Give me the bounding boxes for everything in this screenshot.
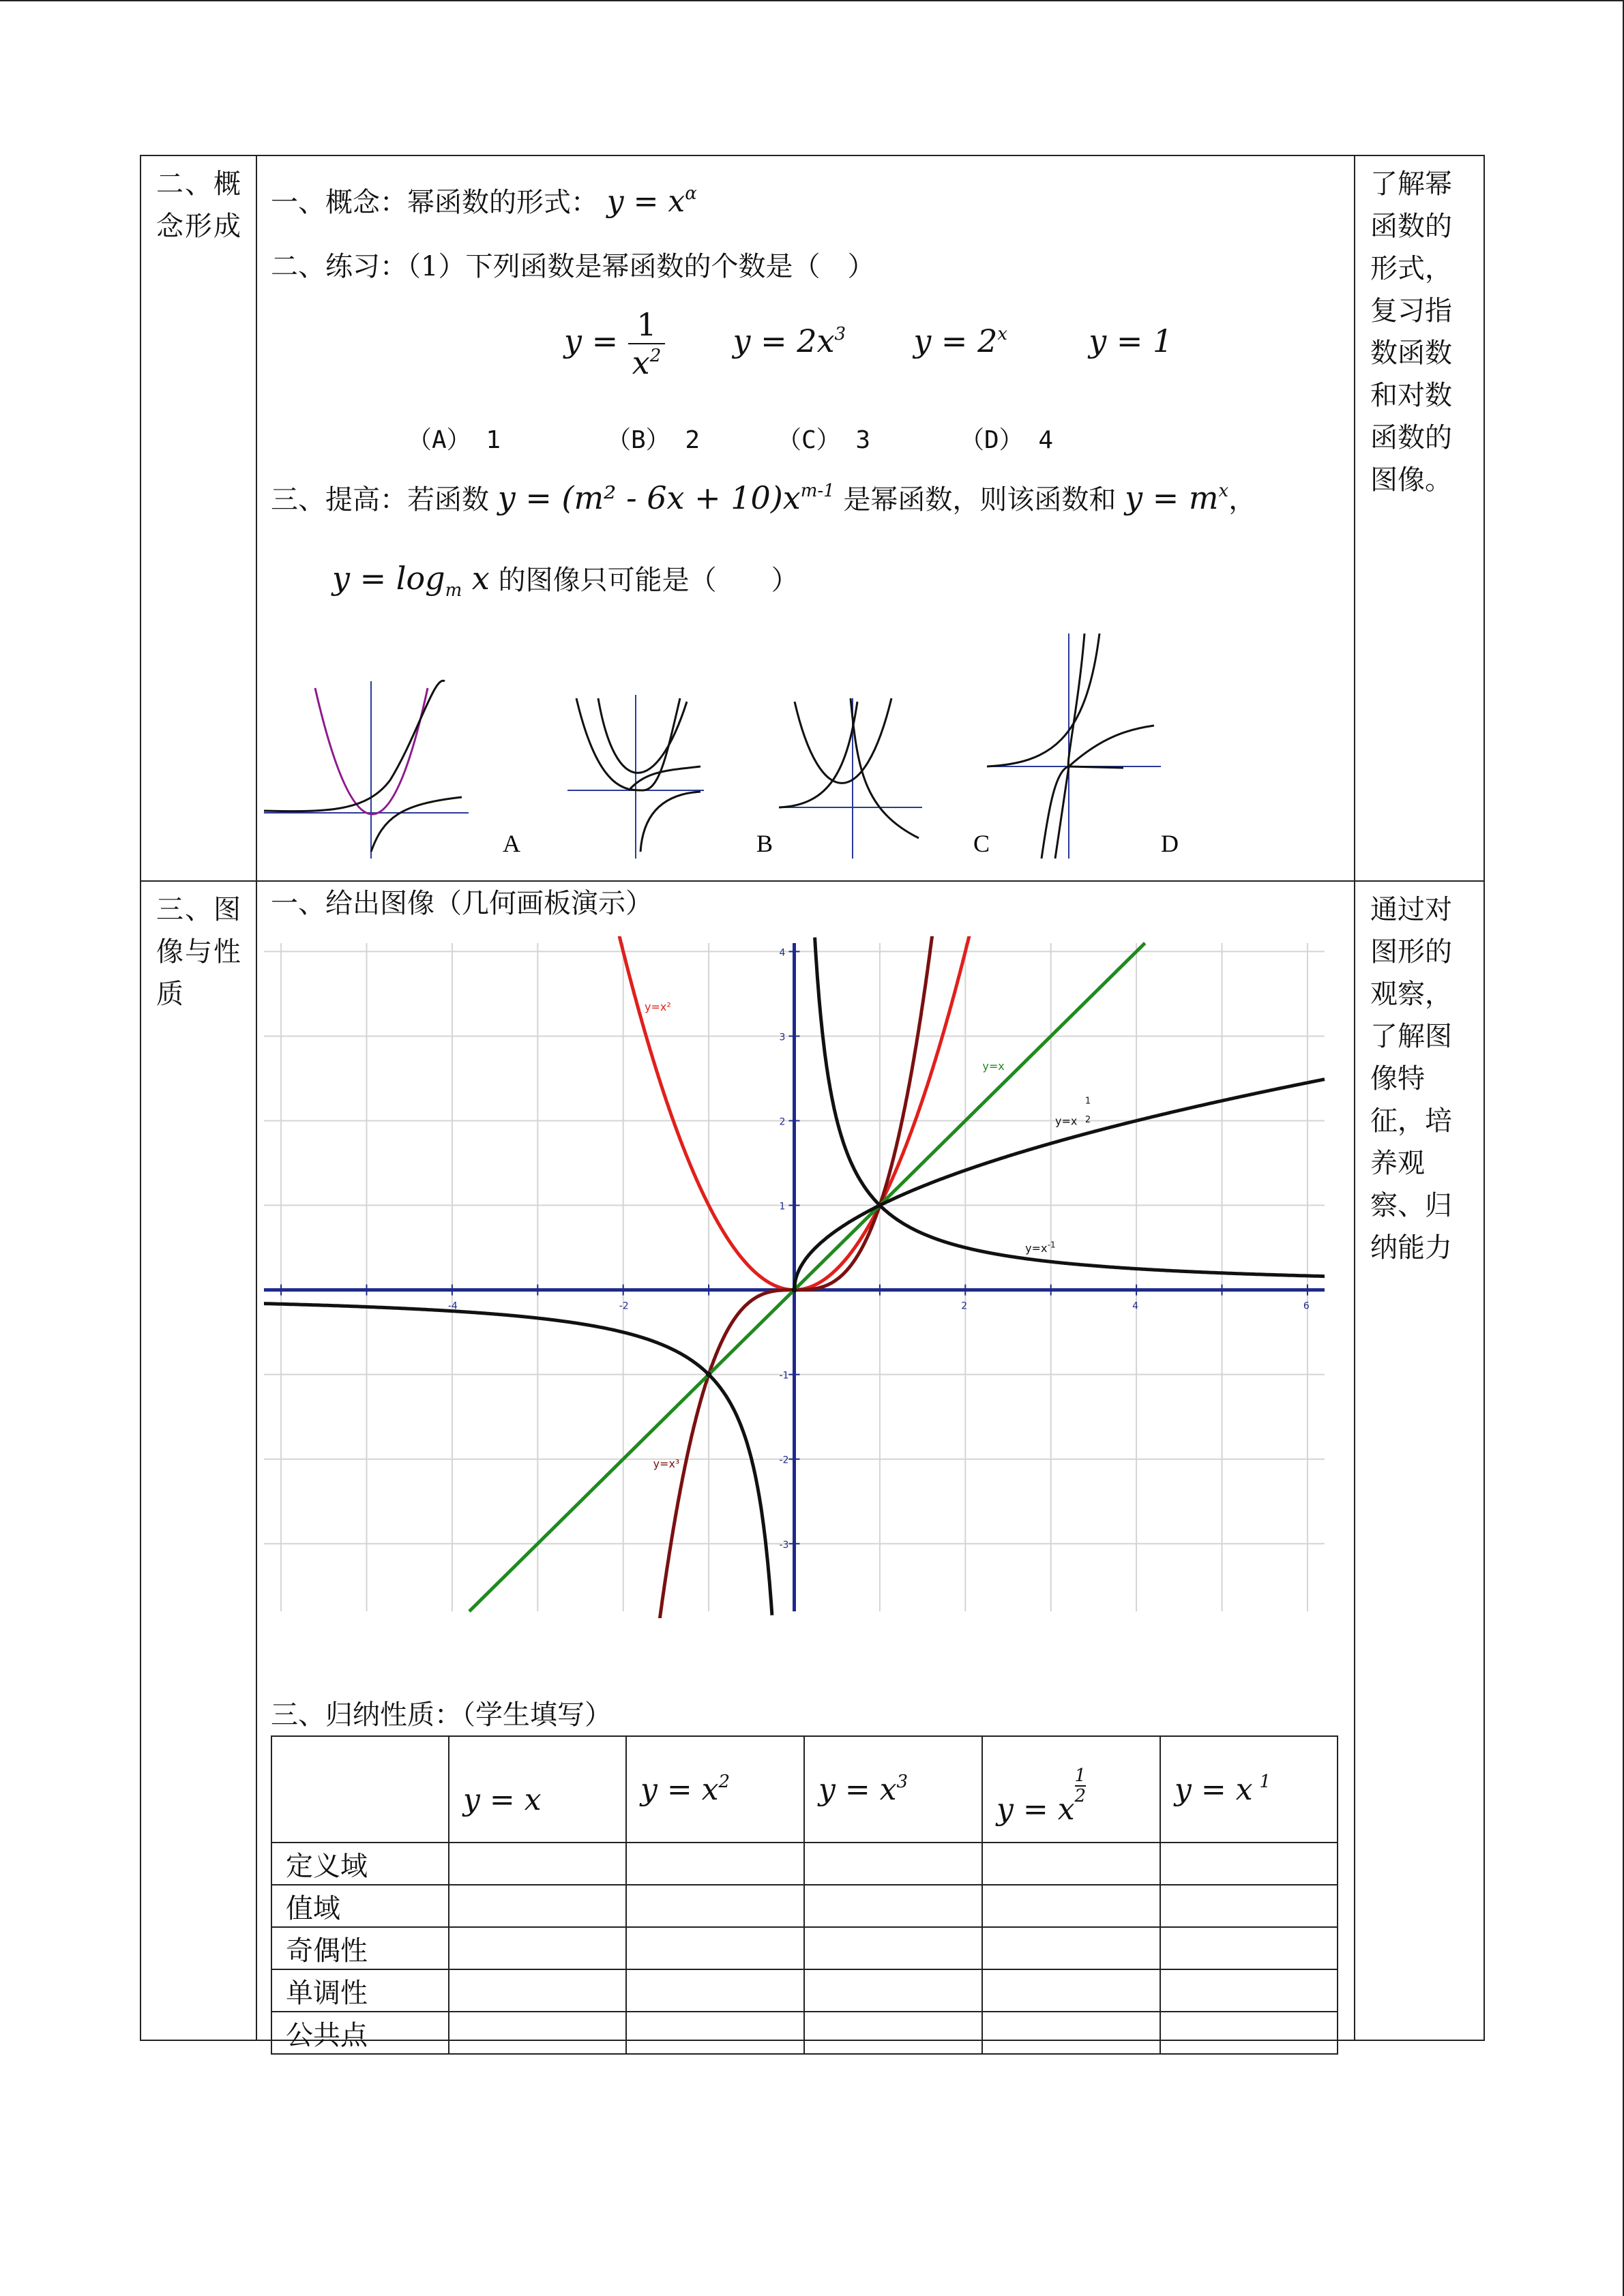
props-cell[interactable] [626,1927,804,1969]
graph-label-d: D [1161,830,1179,857]
label-y-x3: y=x³ [653,1457,680,1471]
option-a: （A） 1 [407,426,501,454]
props-header-row [271,1736,1338,1843]
props-row [271,2012,1338,2054]
props-row [271,1843,1338,1885]
x-tick-label: 6 [1303,1300,1310,1312]
props-row [271,1927,1338,1969]
props-cell[interactable] [982,1843,1160,1885]
y-tick-label: 2 [779,1116,786,1128]
page-top-border [0,0,1624,1]
label-y-sqrtx: y=x [1054,1114,1078,1128]
props-col-inv [1160,1736,1338,1843]
exercise-text: 二、练习：（1）下列函数是幂函数的个数是（ ） [271,251,875,282]
row-graphs [141,881,1484,2040]
log-text: 的图像只可能是（ ） [498,565,799,596]
y-tick-label: 1 [779,1201,786,1212]
intersection-point [877,1203,883,1208]
props-row-label: 公共点 [271,2012,449,2054]
concept-formula: y = x [606,184,685,219]
label-y-sqrtx-num: 1 [1084,1096,1091,1107]
graph-label-a: A [503,830,520,857]
intersection-point [792,1287,797,1293]
improve-line [271,478,1256,517]
props-cell[interactable] [804,2012,982,2054]
improve-end: ， [1228,484,1256,516]
props-cell[interactable] [1160,1969,1338,2012]
x-tick-label: 2 [961,1300,968,1312]
label-y-sqrtx-den: 2 [1084,1114,1091,1125]
option-b: （B） 2 [606,426,700,454]
props-row-label: 奇偶性 [271,1927,449,1969]
label-y-inv-exp: -1 [1047,1240,1056,1250]
improve-mid: 是幂函数，则该函数和 [843,484,1117,516]
row-note-graphs [1355,881,1484,2040]
power-function-chart [257,936,1335,1618]
props-col-yx2 [626,1736,804,1843]
c2-exp: 2 [718,1772,730,1792]
f1-den-exp: 2 [649,346,662,366]
props-cell[interactable] [804,1927,982,1969]
props-row [271,1969,1338,2012]
section3-title: 三、归纳性质：（学生填写） [271,1699,612,1731]
props-cell[interactable] [626,1969,804,2012]
c1-text: y = x [463,1782,542,1817]
lesson-table [140,155,1485,2051]
f4: y = 1 [1089,323,1173,359]
option-c: （C） 3 [777,426,871,454]
props-cell[interactable] [449,2012,626,2054]
graph-a [264,681,469,859]
props-cell[interactable] [1160,1885,1338,1927]
concept-exponent: α [685,183,697,204]
props-row-label: 定义域 [271,1843,449,1885]
c4-num: 1 [1074,1765,1087,1786]
graphs-content [256,881,1355,2051]
props-cell[interactable] [982,1885,1160,1927]
props-cell[interactable] [1160,1843,1338,1885]
props-cell[interactable] [804,1969,982,2012]
choice-graphs [264,633,1192,859]
props-cell[interactable] [449,1885,626,1927]
row-label-concept [141,155,256,881]
props-cell[interactable] [626,1885,804,1927]
concept-label: 二、概念形成 [156,168,242,242]
graphs-note: 通过对图形的观察，了解图像特征，培养观察、归纳能力 [1370,894,1452,1264]
concept-line [271,181,697,220]
props-cell[interactable] [626,1843,804,1885]
y-tick-label: -3 [779,1539,789,1551]
graph-label-c: C [973,830,990,857]
label-y-x: y=x [982,1060,1005,1073]
graph-b [567,695,704,859]
y-tick-label: 4 [779,947,786,959]
props-col-sqrt [982,1736,1160,1843]
f1-fraction [628,306,666,381]
intersection-point [706,1372,711,1377]
concept-content [256,155,1355,881]
section1-title: 一、给出图像（几何画板演示） [271,888,653,919]
improve-prefix: 三、提高：若函数 [271,484,489,516]
c4-text: y = x [996,1791,1075,1827]
props-col-yx [449,1736,626,1843]
curve-y-inv-pos [815,938,1325,1277]
props-cell[interactable] [449,1843,626,1885]
props-cell[interactable] [1160,2012,1338,2054]
f3: y = 2 [913,323,998,359]
c5-text: y = x [1175,1772,1253,1807]
props-row [271,1885,1338,1927]
props-cell[interactable] [626,2012,804,2054]
f1-lhs: y = [564,323,619,359]
y-tick-label: 3 [779,1032,786,1043]
row-note-concept [1355,155,1484,881]
row-concept [141,155,1484,881]
graph-label-b: B [756,830,773,857]
c2-text: y = x [640,1772,719,1807]
props-cell[interactable] [1160,1927,1338,1969]
properties-table [271,1735,1338,2055]
f1-numerator: 1 [628,306,666,344]
f2-exp: 3 [834,324,846,344]
x-tick-label: -4 [447,1300,458,1312]
label-y-x2: y=x² [645,1000,671,1014]
improve-exp: m-1 [800,481,835,501]
props-cell[interactable] [982,2012,1160,2054]
label-y-inv: y=x [1025,1241,1048,1255]
graphs-label: 三、图像与性质 [156,894,242,1010]
c3-exp: 3 [896,1772,909,1792]
props-cell[interactable] [449,1927,626,1969]
f3-exp: x [997,324,1008,344]
props-cell[interactable] [449,1969,626,2012]
f2: y = 2x [733,323,835,359]
concept-note: 了解幂函数的形式，复习指数函数和对数函数的图像。 [1370,168,1452,496]
c4-frac-exp [1075,1766,1087,1806]
function-list [564,306,1172,381]
props-row-label: 值域 [271,1885,449,1927]
c3-text: y = x [818,1772,897,1807]
log-sub: m [445,580,462,601]
row-label-graphs [141,881,256,2040]
props-cell[interactable] [804,1843,982,1885]
graph-c [779,698,922,859]
props-col-yx3 [804,1736,982,1843]
props-cell[interactable] [982,1927,1160,1969]
log-var: x [462,560,490,597]
f1-denominator [628,344,666,381]
props-row-label: 单调性 [271,1969,449,2012]
y-tick-label: -1 [779,1370,789,1382]
props-cell[interactable] [982,1969,1160,2012]
f1-den-base: x [632,344,650,381]
props-corner [271,1736,449,1843]
log-formula: y = log [332,560,445,597]
x-tick-label: -2 [619,1300,629,1312]
y-tick-label: -2 [779,1455,789,1466]
improve-formula: y = (m² - 6x + 10)x [497,479,801,516]
improve-exp2: x [1218,481,1229,501]
c4-den: 2 [1074,1785,1087,1806]
curve-y-sqrtx [795,1079,1325,1290]
log-line [332,558,799,601]
props-cell[interactable] [804,1885,982,1927]
c5-exp: 1 [1259,1772,1271,1792]
x-tick-label: 4 [1132,1300,1139,1312]
option-d: （D） 4 [960,426,1054,454]
curve-y-x [469,943,1145,1611]
improve-formula2: y = m [1125,479,1219,516]
concept-prefix: 一、概念：幂函数的形式： [271,187,598,218]
graph-d [987,633,1192,859]
